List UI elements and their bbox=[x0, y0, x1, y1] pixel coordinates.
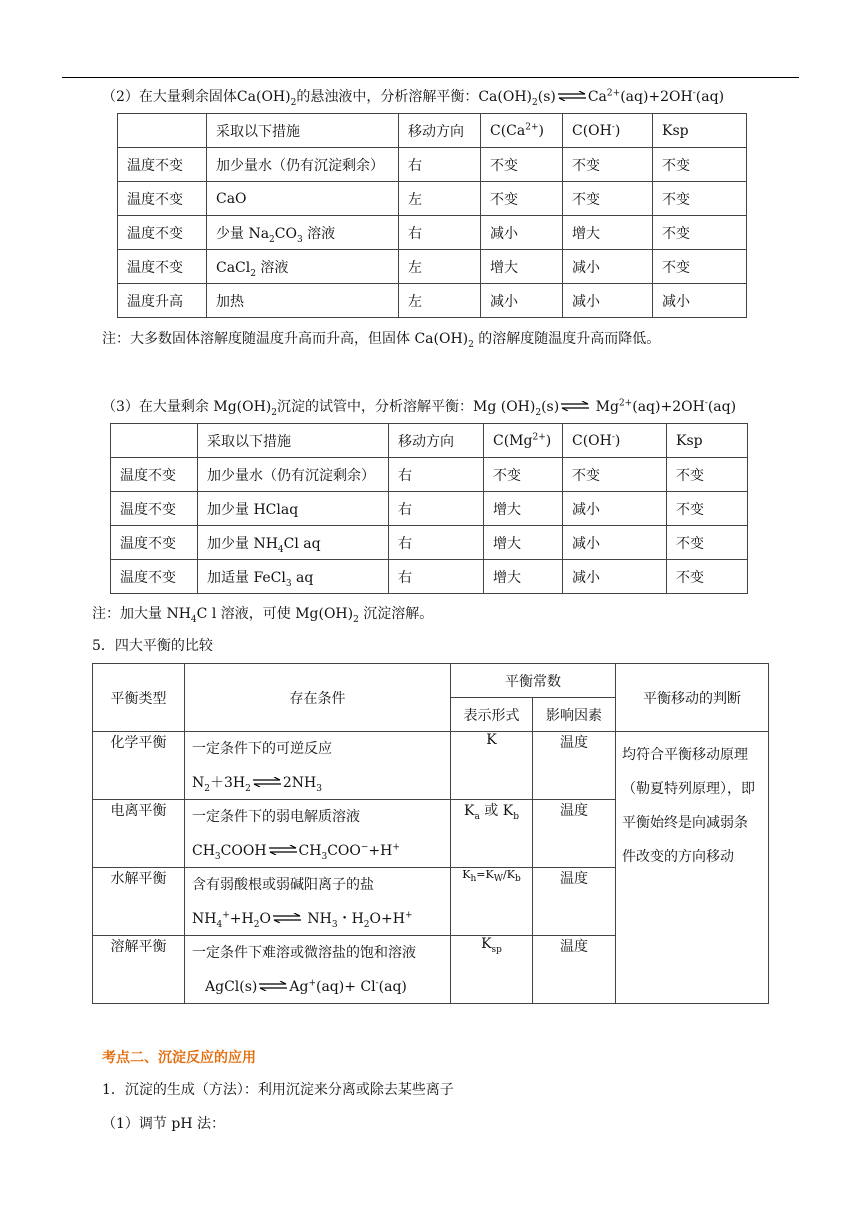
table-row: 化学平衡 一定条件下的可逆反应 $N_2+3H_2$ $2NH_3$ K 温度 均符合平衡移动原理 （勒夏特列原理），即 平衡始终是向减弱条 件改变的方向移动 bbox=[93, 732, 769, 800]
section3-intro: （3）在大量剩余 $Mg(OH)_2$沉淀的试管中，分析溶解平衡：Mg $(OH)_2(s)$ $Mg^{2+}(aq)+2OH^-(aq)$ bbox=[102, 398, 737, 418]
chemical-equation: $CH_3COOH$ $CH_3COO^-+H^+$ bbox=[192, 842, 400, 862]
table-row: 温度不变 加适量 FeCl$_3$ aq 右 增大 减小 不变 bbox=[111, 560, 748, 594]
ksp-cell: $K_{sp}$ bbox=[451, 936, 533, 1004]
equilibrium-arrow-icon bbox=[560, 401, 590, 411]
table-row: 水解平衡 含有弱酸根或弱碱阳离子的盐 $NH_4^++H_2O$ $NH_3$・$H_2O+H^+$ $K_h=K_W/K_b$ 温度 bbox=[93, 868, 769, 936]
table-row: 电离平衡 一定条件下的弱电解质溶液 $CH_3COOH$ $CH_3COO^-+H^+$ $K_a$ 或 $K_b$ 温度 bbox=[93, 800, 769, 868]
section2-note: 注：大多数固体溶解度随温度升高而升高，但固体 $Ca(OH)_2$ 的溶解度随温度升高而降低。 bbox=[102, 331, 661, 350]
equilibrium-arrow-icon bbox=[268, 845, 298, 855]
chemical-equation: $NH_4^++H_2O$ $NH_3$・$H_2O+H^+$ bbox=[192, 910, 413, 930]
table-row: 温度不变 少量 $Na_2CO_3$ 溶液 右 减小 增大 不变 bbox=[118, 216, 747, 250]
table-row: 温度不变 CaO 左 不变 不变 不变 bbox=[118, 182, 747, 216]
table-row: 温度不变 加少量水（仍有沉淀剩余） 右 不变 不变 不变 bbox=[118, 148, 747, 182]
section5-title: 5．四大平衡的比较 bbox=[92, 638, 213, 654]
body-line: （1）调节 pH 法： bbox=[102, 1116, 225, 1132]
mgoh2-equilibrium-table bbox=[110, 423, 748, 594]
equilibrium-arrow-icon bbox=[557, 91, 587, 101]
section2-intro: （2）在大量剩余固体$Ca(OH)_2$的悬浊液中，分析溶解平衡：$Ca(OH)_2(s)$ $Ca^{2+}(aq)+2OH^-(aq)$ bbox=[102, 88, 725, 108]
header-rule bbox=[62, 77, 799, 78]
kh-cell: $K_h=K_W/K_b$ bbox=[451, 868, 533, 936]
equilibrium-arrow-icon bbox=[272, 913, 302, 923]
table-row: 温度不变 CaCl$_2$ 溶液 左 增大 减小 不变 bbox=[118, 250, 747, 284]
table-row: 温度不变 加少量 $NH_4Cl$ aq 右 增大 减小 不变 bbox=[111, 526, 748, 560]
four-equilibria-table bbox=[92, 663, 769, 1004]
table-header-row: 采取以下措施 移动方向 $C(Mg^{2+})$ C(OH-) Ksp bbox=[111, 424, 748, 458]
table-row: 温度不变 加少量 HClaq 右 增大 减小 不变 bbox=[111, 492, 748, 526]
table-row: 温度升高 加热 左 减小 减小 减小 bbox=[118, 284, 747, 318]
body-line: 1．沉淀的生成（方法）：利用沉淀来分离或除去某些离子 bbox=[102, 1082, 454, 1098]
equilibrium-arrow-icon bbox=[258, 981, 288, 991]
chemical-equation: AgCl(s) Ag+(aq)+ Cl-(aq) bbox=[205, 978, 407, 995]
chemical-equation: $N_2+3H_2$ $2NH_3$ bbox=[192, 775, 322, 794]
section-heading: 考点二、沉淀反应的应用 bbox=[102, 1050, 256, 1066]
table-header-row: 表示形式 影响因素 bbox=[93, 698, 769, 732]
judge-cell: 均符合平衡移动原理 （勒夏特列原理），即 平衡始终是向减弱条 件改变的方向移动 bbox=[616, 732, 769, 1004]
table-header-row: 平衡类型 存在条件 平衡常数 平衡移动的判断 bbox=[93, 664, 769, 698]
table-row: 溶解平衡 一定条件下难溶或微溶盐的饱和溶液 AgCl(s) Ag+(aq)+ Cl-(aq) $K_{sp}$ 温度 bbox=[93, 936, 769, 1004]
caoh2-equilibrium-table bbox=[117, 113, 747, 318]
equilibrium-arrow-icon bbox=[252, 777, 282, 787]
ka-kb-cell: $K_a$ 或 $K_b$ bbox=[451, 800, 533, 868]
table-header-row: 采取以下措施 移动方向 $C(Ca^{2+})$ C(OH-) Ksp bbox=[118, 114, 747, 148]
table-row: 温度不变 加少量水（仍有沉淀剩余） 右 不变 不变 不变 bbox=[111, 458, 748, 492]
section3-note: 注：加大量 $NH_4C$ l 溶液，可使 $Mg(OH)_2$ 沉淀溶解。 bbox=[92, 606, 434, 625]
